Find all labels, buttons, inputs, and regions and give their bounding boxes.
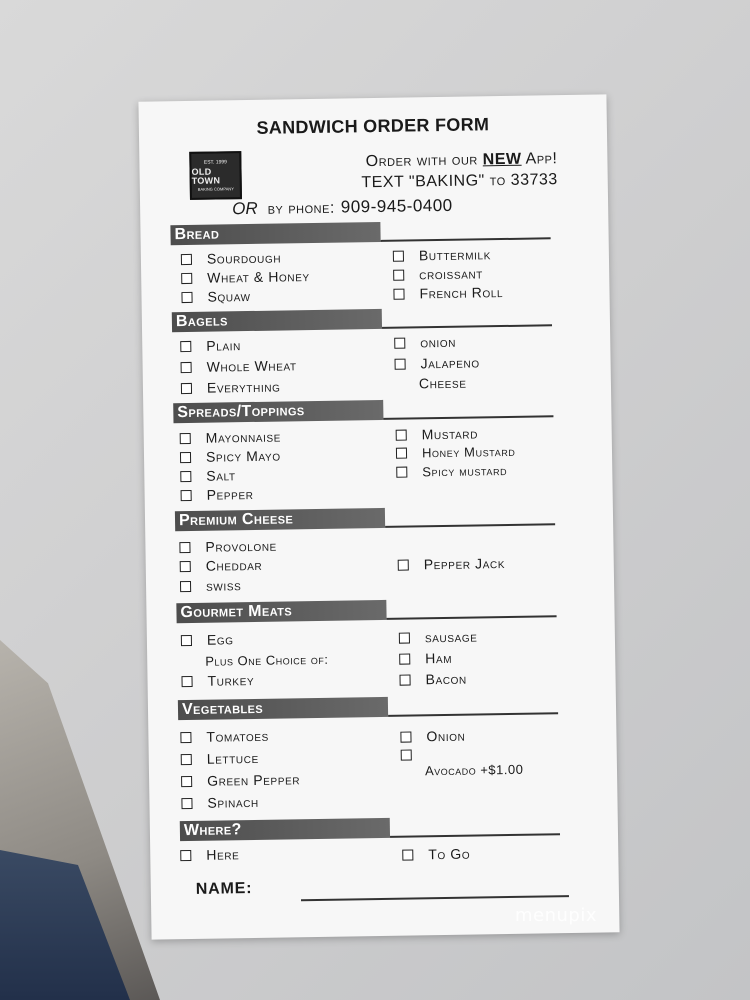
checkbox[interactable] <box>180 470 191 481</box>
order-app-prefix: Order with our <box>365 151 483 171</box>
section-bread-header <box>170 219 550 245</box>
checkbox[interactable] <box>395 358 406 369</box>
phone-line <box>232 196 453 219</box>
checkbox[interactable] <box>181 382 192 393</box>
order-form-card <box>138 94 619 939</box>
option-ham[interactable]: Ham <box>399 650 452 667</box>
section-where-title: Where? <box>183 821 242 840</box>
option-here[interactable]: Here <box>180 846 239 863</box>
option-to-go[interactable]: To Go <box>402 846 470 863</box>
checkbox[interactable] <box>181 753 192 764</box>
option-egg[interactable]: Egg <box>181 631 234 648</box>
option-jalapeno[interactable]: Jalapeno <box>394 354 479 371</box>
checkbox[interactable] <box>180 451 191 462</box>
option-squaw[interactable]: Squaw <box>181 288 250 305</box>
option-green-pepper[interactable]: Green Pepper <box>181 771 300 789</box>
phone-number: 909-945-0400 <box>340 195 453 217</box>
checkbox[interactable] <box>181 675 192 686</box>
checkbox[interactable] <box>180 731 191 742</box>
option-onion-veg[interactable]: Onion <box>400 728 465 745</box>
old-town-logo <box>189 151 242 200</box>
option-salt[interactable]: Salt <box>180 467 236 484</box>
phone-label: by phone: <box>267 199 335 218</box>
logo-sub: BAKING COMPANY <box>197 185 234 192</box>
option-mustard[interactable]: Mustard <box>396 425 478 442</box>
option-provolone[interactable]: Provolone <box>179 538 277 556</box>
option-spinach[interactable]: Spinach <box>181 794 259 811</box>
option-plain[interactable]: Plain <box>180 337 241 354</box>
checkbox[interactable] <box>402 849 413 860</box>
checkbox[interactable] <box>181 361 192 372</box>
option-avocado-label: Avocado +$1.00 <box>424 761 524 779</box>
checkbox[interactable] <box>180 560 191 571</box>
checkbox[interactable] <box>393 269 404 280</box>
option-jalapeno-cheese-cont: Cheese <box>418 374 467 392</box>
checkbox[interactable] <box>396 467 407 478</box>
option-honey-mustard[interactable]: Honey Mustard <box>396 444 516 461</box>
checkbox[interactable] <box>180 432 191 443</box>
order-app-suffix: App! <box>521 150 558 168</box>
option-bacon[interactable]: Bacon <box>399 671 466 688</box>
option-french-roll[interactable]: French Roll <box>393 284 503 302</box>
section-where-header <box>180 815 560 841</box>
section-cheese-header <box>175 505 555 531</box>
checkbox[interactable] <box>400 731 411 742</box>
checkbox[interactable] <box>181 797 192 808</box>
option-spicy-mustard[interactable]: Spicy mustard <box>396 463 507 480</box>
section-vegetables-title: Vegetables <box>181 699 264 719</box>
order-app-line <box>286 150 557 172</box>
section-spreads-title: Spreads/Toppings <box>177 402 305 422</box>
option-sourdough[interactable]: Sourdough <box>181 250 281 268</box>
option-lettuce[interactable]: Lettuce <box>181 750 259 767</box>
name-input-line[interactable] <box>301 895 569 901</box>
option-spicy-mayo[interactable]: Spicy Mayo <box>180 448 281 466</box>
section-bagels-title: Bagels <box>175 312 228 331</box>
option-buttermilk[interactable]: Buttermilk <box>393 246 491 264</box>
checkbox[interactable] <box>393 288 404 299</box>
checkbox[interactable] <box>181 272 192 283</box>
checkbox[interactable] <box>181 253 192 264</box>
option-everything[interactable]: Everything <box>181 379 281 397</box>
section-cheese-title: Premium Cheese <box>178 510 294 530</box>
checkbox[interactable] <box>181 489 192 500</box>
option-mayonnaise[interactable]: Mayonnaise <box>180 429 282 447</box>
section-bagels-header <box>172 306 552 332</box>
section-vegetables-header <box>178 694 558 720</box>
option-whole-wheat[interactable]: Whole Wheat <box>180 357 296 375</box>
menupix-watermark: menupix <box>515 905 598 926</box>
text-baking-line: TEXT "BAKING" to 33733 <box>361 171 558 192</box>
option-swiss[interactable]: swiss <box>180 577 241 594</box>
checkbox[interactable] <box>180 340 191 351</box>
option-wheat-honey[interactable]: Wheat & Honey <box>181 268 310 286</box>
option-pepper[interactable]: Pepper <box>181 486 254 503</box>
option-pepper-jack[interactable]: Pepper Jack <box>398 555 506 573</box>
option-sausage[interactable]: sausage <box>399 628 478 645</box>
option-croissant[interactable]: croissant <box>393 265 483 282</box>
option-tomatoes[interactable]: Tomatoes <box>180 728 269 745</box>
option-avocado-box[interactable] <box>401 749 427 760</box>
checkbox[interactable] <box>399 632 410 643</box>
phone-or: OR <box>231 198 258 219</box>
section-bread-title: Bread <box>174 225 220 244</box>
checkbox[interactable] <box>398 559 409 570</box>
section-meats-header <box>176 597 556 623</box>
name-label: NAME: <box>195 880 253 898</box>
order-app-new: NEW <box>482 150 522 169</box>
checkbox[interactable] <box>393 250 404 261</box>
form-title: SANDWICH ORDER FORM <box>256 114 490 138</box>
checkbox[interactable] <box>401 750 412 761</box>
checkbox[interactable] <box>394 337 405 348</box>
meats-note: Plus One Choice of: <box>205 651 329 669</box>
checkbox[interactable] <box>181 634 192 645</box>
section-spreads-header <box>173 397 553 423</box>
checkbox[interactable] <box>181 291 192 302</box>
option-cheddar[interactable]: Cheddar <box>180 557 263 574</box>
checkbox[interactable] <box>180 849 191 860</box>
checkbox[interactable] <box>399 653 410 664</box>
checkbox[interactable] <box>180 580 191 591</box>
checkbox[interactable] <box>179 541 190 552</box>
checkbox[interactable] <box>399 674 410 685</box>
section-meats-title: Gourmet Meats <box>180 602 293 622</box>
option-onion-bagel[interactable]: onion <box>394 334 456 351</box>
checkbox[interactable] <box>396 448 407 459</box>
logo-est: EST. 1999 <box>203 158 227 166</box>
logo-name: OLD TOWN <box>191 166 221 186</box>
checkbox[interactable] <box>181 775 192 786</box>
option-turkey[interactable]: Turkey <box>181 672 254 689</box>
checkbox[interactable] <box>396 429 407 440</box>
